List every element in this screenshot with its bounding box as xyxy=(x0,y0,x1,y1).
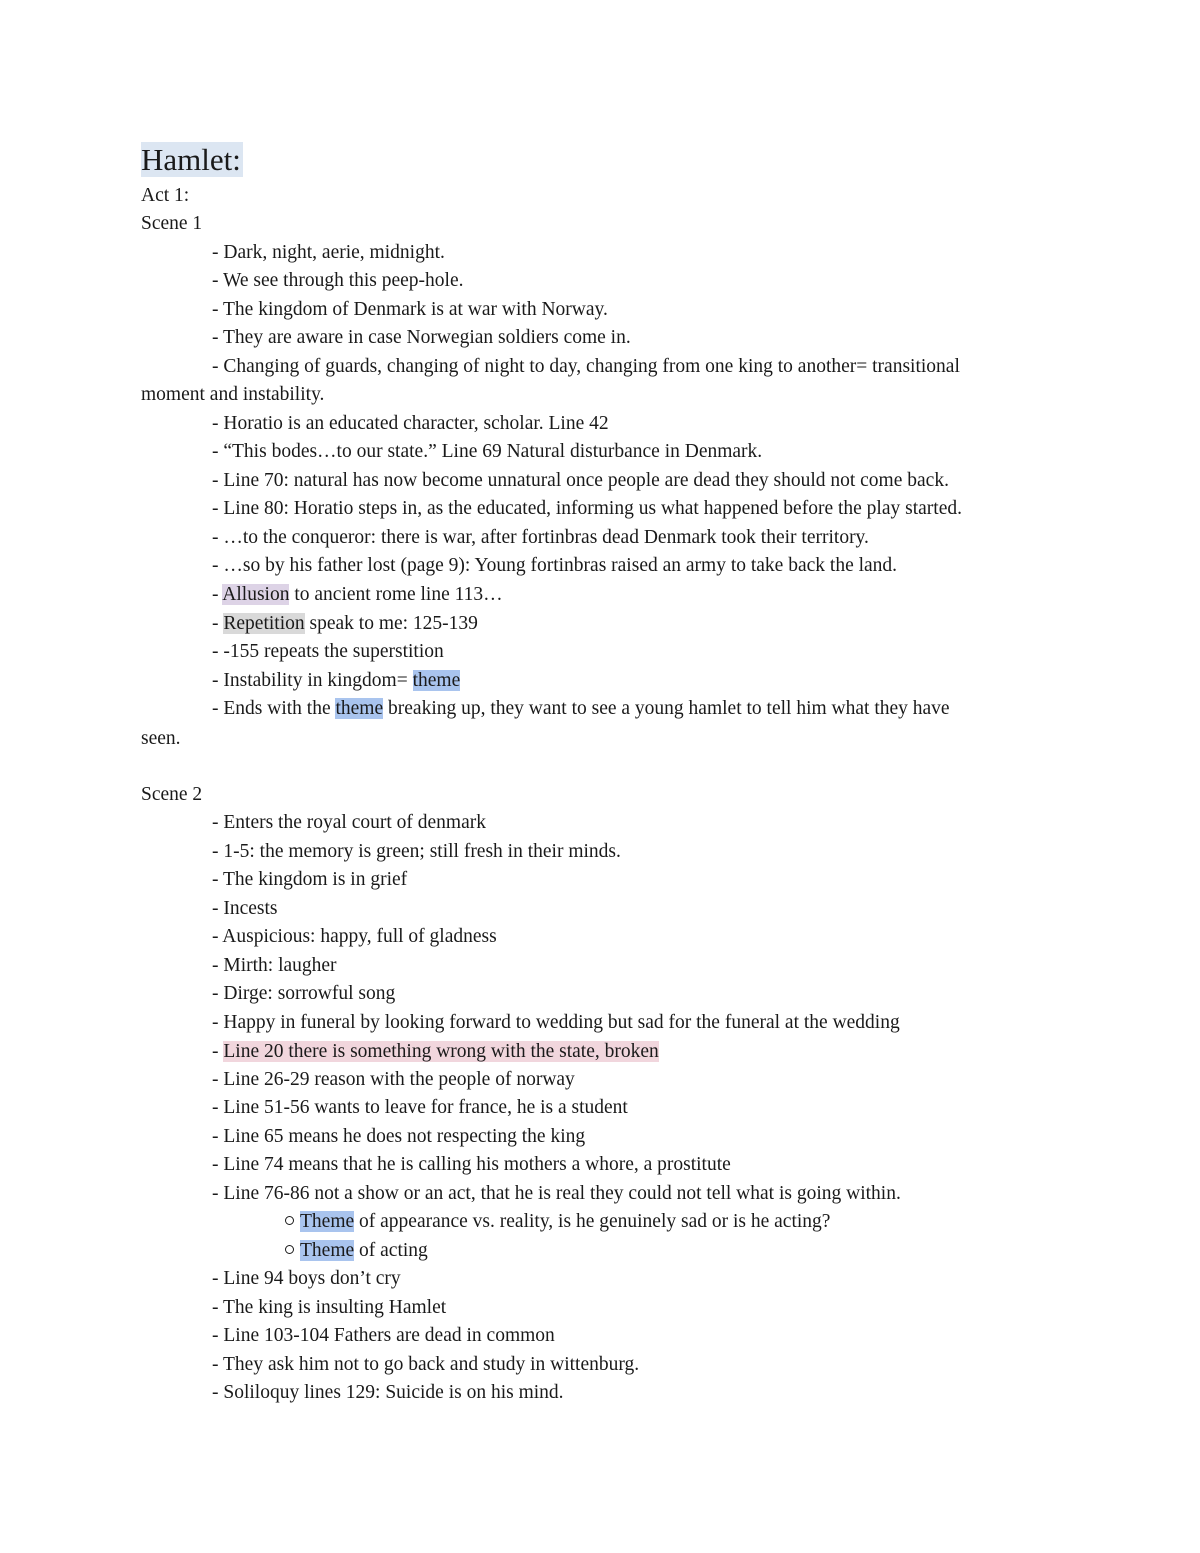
list-item: - Auspicious: happy, full of gladness xyxy=(212,926,497,947)
highlight-allusion: Allusion xyxy=(222,584,290,605)
list-item: - The kingdom is in grief xyxy=(212,869,408,890)
list-item: - Dark, night, aerie, midnight. xyxy=(212,242,445,263)
list-item: - The king is insulting Hamlet xyxy=(212,1297,447,1318)
list-item: - Happy in funeral by looking forward to wedding but sad for the funeral at the wedding xyxy=(212,1012,900,1033)
list-item: - Changing of guards, changing of night to day, changing from one king to another= transitional xyxy=(212,356,960,377)
list-item-allusion: - Allusion to ancient rome line 113… xyxy=(212,584,503,605)
list-item: - Soliloquy lines 129: Suicide is on his mind. xyxy=(212,1382,564,1403)
list-item-repetition: - Repetition speak to me: 125-139 xyxy=(212,613,478,634)
list-item: - Enters the royal court of denmark xyxy=(212,812,486,833)
list-item: - 1-5: the memory is green; still fresh in their minds. xyxy=(212,841,621,862)
scene-heading: Scene 2 xyxy=(141,784,203,805)
highlight-theme: theme xyxy=(335,698,384,719)
list-item: - Line 94 boys don’t cry xyxy=(212,1268,401,1289)
list-item: - “This bodes…to our state.” Line 69 Natural disturbance in Denmark. xyxy=(212,441,763,462)
list-item: - They are aware in case Norwegian soldiers come in. xyxy=(212,327,631,348)
document-title: Hamlet: xyxy=(141,142,241,177)
scene-heading: Scene 1 xyxy=(141,213,203,234)
circle-bullet-icon xyxy=(285,1245,294,1254)
list-item: - Line 74 means that he is calling his mothers a whore, a prostitute xyxy=(212,1154,731,1175)
list-item-instability: - Instability in kingdom= theme xyxy=(212,670,461,691)
list-item: - …to the conqueror: there is war, after fortinbras dead Denmark took their territory. xyxy=(212,527,869,548)
highlight-theme: theme xyxy=(412,670,461,691)
sub-list-item: Theme of appearance vs. reality, is he genuinely sad or is he acting? xyxy=(285,1208,830,1236)
list-item-ends: - Ends with the theme breaking up, they want to see a young hamlet to tell him what they have xyxy=(212,698,950,719)
list-item-continuation: moment and instability. xyxy=(141,384,325,405)
list-item: - Line 65 means he does not respecting the king xyxy=(212,1126,586,1147)
list-item: - Line 80: Horatio steps in, as the educated, informing us what happened before the play started. xyxy=(212,498,962,519)
list-item: - Line 103-104 Fathers are dead in common xyxy=(212,1325,555,1346)
list-item: - Incests xyxy=(212,898,278,919)
list-item-continuation: seen. xyxy=(141,728,181,749)
highlight-theme: Theme xyxy=(300,1240,355,1261)
list-item: - They ask him not to go back and study in wittenburg. xyxy=(212,1354,640,1375)
act-heading: Act 1: xyxy=(141,185,190,206)
sub-list-item: Theme of acting xyxy=(285,1237,428,1265)
circle-bullet-icon xyxy=(285,1216,294,1225)
list-item: - Horatio is an educated character, scholar. Line 42 xyxy=(212,413,609,434)
list-item: - Line 51-56 wants to leave for france, he is a student xyxy=(212,1097,628,1118)
highlight-line20: Line 20 there is something wrong with the state, broken xyxy=(223,1041,659,1062)
highlight-repetition: Repetition xyxy=(223,613,305,634)
list-item: - -155 repeats the superstition xyxy=(212,641,444,662)
highlight-theme: Theme xyxy=(300,1211,355,1232)
list-item: - Line 70: natural has now become unnatural once people are dead they should not come back. xyxy=(212,470,949,491)
list-item: - Mirth: laugher xyxy=(212,955,337,976)
list-item: - Line 76-86 not a show or an act, that he is real they could not tell what is going within. xyxy=(212,1183,901,1204)
list-item: - The kingdom of Denmark is at war with Norway. xyxy=(212,299,608,320)
list-item: - …so by his father lost (page 9): Young fortinbras raised an army to take back the land. xyxy=(212,555,898,576)
list-item: - Line 26-29 reason with the people of norway xyxy=(212,1069,575,1090)
list-item: - Dirge: sorrowful song xyxy=(212,983,396,1004)
list-item: - We see through this peep-hole. xyxy=(212,270,464,291)
list-item-line20: - Line 20 there is something wrong with the state, broken xyxy=(212,1041,659,1062)
